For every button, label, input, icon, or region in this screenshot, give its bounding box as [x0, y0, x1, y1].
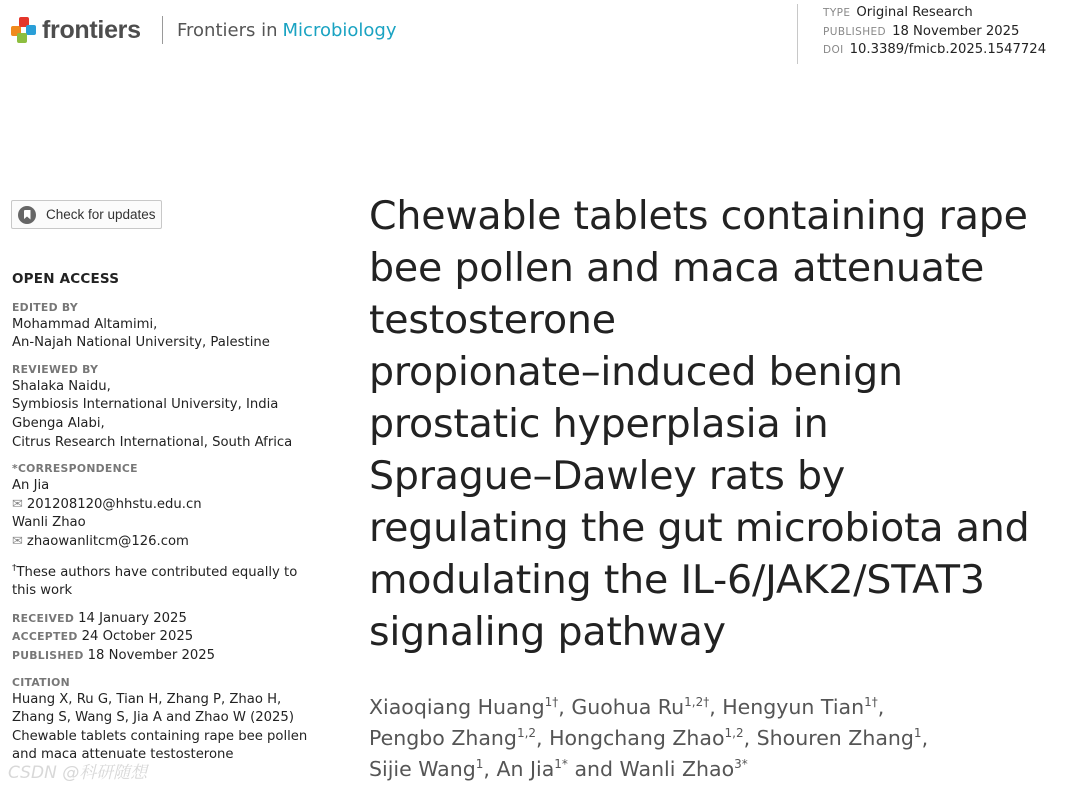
article-meta [797, 4, 1046, 64]
frontiers-logo[interactable] [11, 16, 141, 45]
dates-section [12, 610, 312, 666]
author-separator: , [536, 726, 550, 750]
reviewer-1-affiliation: Symbiosis International University, India [12, 397, 279, 413]
author-name[interactable]: Shouren Zhang [756, 726, 914, 750]
editor-name: Mohammad Altamimi, [12, 316, 158, 332]
author-affiliation: 1 [913, 726, 922, 741]
reviewer-1-name: Shalaka Naidu, [12, 378, 111, 394]
author-name[interactable]: Hengyun Tian [722, 695, 865, 719]
author-name[interactable]: Xiaoqiang Huang [369, 695, 545, 719]
published-label: PUBLISHED [12, 648, 84, 662]
title-line: regulating the gut microbiota and [369, 505, 1030, 551]
reviewed-by-section [12, 362, 312, 452]
received-label: RECEIVED [12, 611, 75, 625]
citation-text: Huang X, Ru G, Tian H, Zhang P, Zhao H, Zhang S, Wang S, Jia A and Zhao W (2025) Chewable tablets containing rape bee pollen and maca attenuate testosterone [12, 691, 308, 763]
email-row-2 [12, 533, 312, 552]
citation-section [12, 675, 312, 765]
accepted-label: ACCEPTED [12, 630, 78, 644]
dagger-mark: † [12, 563, 17, 574]
author-separator: , [921, 726, 929, 750]
edited-by-section [12, 300, 312, 353]
email-link-1[interactable]: 201208120@hhstu.edu.cn [26, 496, 202, 512]
title-line: signaling pathway [369, 609, 726, 655]
author-name[interactable]: Guohua Ru [571, 695, 685, 719]
editor-affiliation: An-Najah National University, Palestine [12, 335, 270, 351]
author-line-3 [369, 754, 1059, 785]
author-affiliation: 1,2† [684, 695, 710, 710]
author-line-1 [369, 692, 1059, 723]
published-value: 18 November 2025 [892, 23, 1020, 39]
author-list [369, 692, 1059, 785]
author-name[interactable]: Wanli Zhao [619, 757, 735, 781]
open-access-label: OPEN ACCESS [12, 271, 120, 287]
reviewer-2-name: Gbenga Alabi, [12, 415, 105, 431]
author-affiliation: 1,2 [516, 726, 537, 741]
author-name[interactable]: Pengbo Zhang [369, 726, 517, 750]
published-label: PUBLISHED [823, 25, 887, 38]
article-title [369, 190, 1059, 658]
received-date: 14 January 2025 [78, 610, 187, 626]
email-link-2[interactable]: zhaowanlitcm@126.com [26, 533, 189, 549]
type-label: TYPE [823, 7, 851, 19]
check-for-updates-button[interactable] [11, 200, 162, 229]
envelope-icon: ✉ [12, 496, 23, 512]
csdn-watermark: CSDN @科研随想 [8, 763, 148, 783]
envelope-icon: ✉ [12, 533, 23, 549]
title-line: prostatic hyperplasia in [369, 401, 829, 447]
published-date: 18 November 2025 [87, 647, 216, 663]
title-line: Chewable tablets containing rape [369, 193, 1028, 239]
author-affiliation: 1* [554, 757, 568, 772]
email-row-1 [12, 496, 312, 515]
correspondence-label: *CORRESPONDENCE [12, 462, 138, 476]
title-line: Sprague–Dawley rats by [369, 453, 846, 499]
author-line-2 [369, 723, 1059, 754]
title-line: modulating the IL-6/JAK2/STAT3 [369, 557, 985, 603]
doi-link[interactable]: 10.3389/fmicb.2025.1547724 [849, 42, 1047, 57]
author-separator: and [567, 757, 620, 781]
author-separator: , [743, 726, 757, 750]
citation-label: CITATION [12, 675, 70, 689]
title-line: testosterone [369, 297, 616, 343]
author-name[interactable]: Hongchang Zhao [549, 726, 725, 750]
author-name[interactable]: An Jia [496, 757, 555, 781]
check-for-updates-label: Check for updates [46, 207, 156, 222]
brand-wordmark: frontiers [42, 16, 141, 44]
correspondence-section [12, 461, 312, 551]
type-value: Original Research [856, 5, 973, 20]
doi-label: DOI [823, 44, 844, 56]
journal-prefix: Frontiers in [177, 19, 278, 41]
journal-subject: Microbiology [282, 19, 397, 41]
title-line: propionate–induced benign [369, 349, 903, 395]
author-separator: , [483, 757, 497, 781]
author-affiliation: 1† [864, 695, 878, 710]
bookmark-icon [18, 206, 36, 224]
equal-contribution-note [12, 564, 312, 601]
edited-by-label: EDITED BY [12, 300, 78, 314]
article-sidebar [12, 270, 312, 774]
corresponding-author-1: An Jia [12, 478, 50, 494]
journal-name[interactable] [162, 16, 397, 44]
corresponding-author-2: Wanli Zhao [12, 515, 86, 531]
author-separator: , [558, 695, 572, 719]
author-affiliation: 1† [544, 695, 559, 710]
author-separator: , [709, 695, 723, 719]
author-affiliation: 3* [734, 757, 748, 772]
author-name[interactable]: Sijie Wang [369, 757, 476, 781]
frontiers-logo-icon [11, 17, 37, 45]
reviewed-by-label: REVIEWED BY [12, 362, 99, 376]
reviewer-2-affiliation: Citrus Research International, South Africa [12, 434, 293, 450]
equal-contribution-text: These authors have contributed equally to this work [12, 564, 298, 599]
title-line: bee pollen and maca attenuate [369, 245, 985, 291]
accepted-date: 24 October 2025 [81, 629, 194, 645]
author-affiliation: 1,2 [724, 726, 744, 741]
author-affiliation: 1 [475, 757, 484, 772]
author-separator: , [877, 695, 885, 719]
